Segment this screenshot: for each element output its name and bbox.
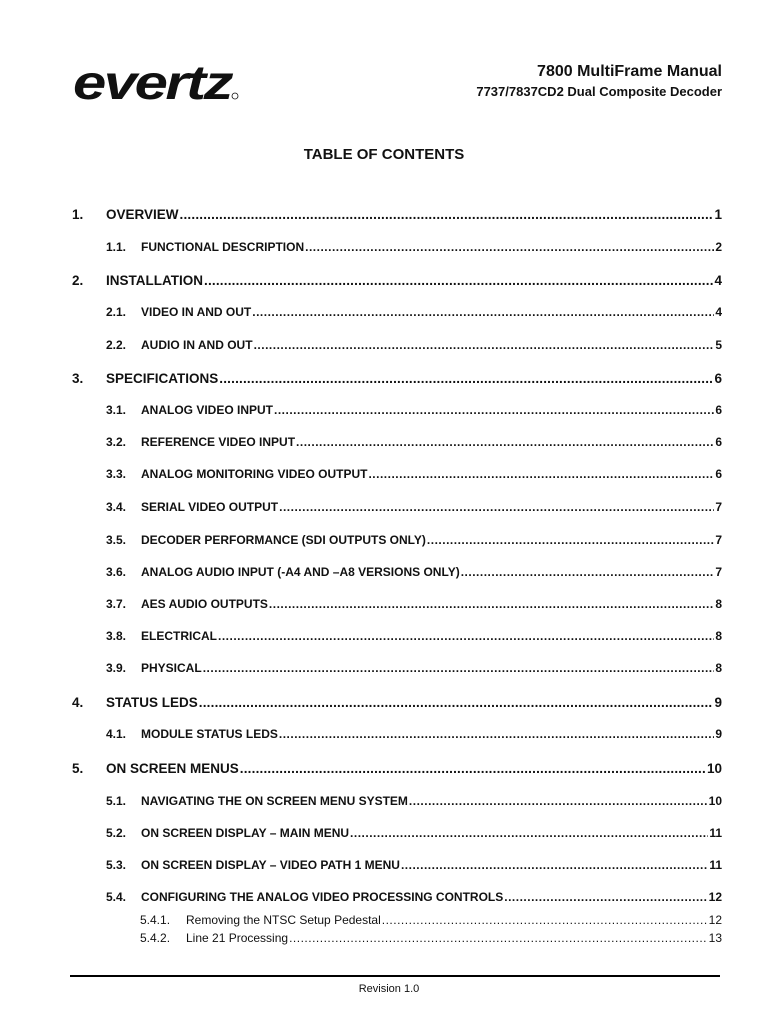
- toc-entry-page: 5: [715, 338, 722, 352]
- toc-dot-leader: [289, 931, 708, 945]
- evertz-logo: [72, 56, 242, 106]
- toc-entry[interactable]: [106, 305, 722, 319]
- toc-entry-title: OVERVIEW: [106, 207, 179, 222]
- toc-entry-page: 12: [708, 913, 722, 927]
- toc-entry[interactable]: [106, 826, 722, 840]
- manual-title: 7800 MultiFrame Manual: [537, 63, 722, 80]
- toc-dot-leader: [279, 500, 714, 514]
- toc-entry-title: NAVIGATING THE ON SCREEN MENU SYSTEM: [141, 794, 408, 808]
- toc-entry-page: 6: [714, 371, 722, 386]
- toc-dot-leader: [409, 794, 708, 808]
- toc-entry-title: CONFIGURING THE ANALOG VIDEO PROCESSING CONTROLS: [141, 890, 504, 904]
- toc-entry-title: ANALOG AUDIO INPUT (-A4 AND –A8 VERSIONS ONLY): [141, 565, 460, 579]
- toc-dot-leader: [279, 727, 714, 741]
- toc-entry[interactable]: [72, 273, 722, 288]
- toc-entry-title: AUDIO IN AND OUT: [141, 338, 253, 352]
- toc-entry-number: 2.: [72, 273, 84, 288]
- toc-entry-page: 1: [714, 207, 722, 222]
- toc-entry-number: 2.2.: [106, 338, 127, 352]
- toc-entry-number: 3.2.: [106, 435, 127, 449]
- toc-dot-leader: [296, 435, 714, 449]
- toc-entry-number: 3.4.: [106, 500, 127, 514]
- toc-entry-page: 2: [715, 240, 722, 254]
- toc-dot-leader: [219, 371, 713, 386]
- toc-entry-number: 5.: [72, 761, 84, 776]
- toc-dot-leader: [368, 467, 714, 481]
- toc-entry[interactable]: [72, 371, 722, 386]
- toc-dot-leader: [240, 761, 706, 776]
- toc-entry[interactable]: [106, 661, 722, 675]
- toc-entry-page: 10: [706, 761, 722, 776]
- toc-entry-number: 4.1.: [106, 727, 127, 741]
- toc-entry-number: 3.8.: [106, 629, 127, 643]
- toc-entry-page: 11: [709, 858, 722, 872]
- toc-entry[interactable]: [106, 565, 722, 579]
- toc-entry-title: STATUS LEDS: [106, 695, 198, 710]
- toc-entry-title: REFERENCE VIDEO INPUT: [141, 435, 296, 449]
- toc-entry[interactable]: [72, 761, 722, 776]
- footer-rule: [70, 975, 720, 977]
- toc-entry-page: 4: [715, 305, 722, 319]
- toc-entry-page: 4: [714, 273, 722, 288]
- toc-entry-page: 9: [715, 727, 722, 741]
- toc-entry[interactable]: [106, 629, 722, 643]
- toc-entry-page: 8: [715, 661, 722, 675]
- toc-entry-number: 4.: [72, 695, 84, 710]
- toc-entry-number: 3.6.: [106, 565, 127, 579]
- toc-entry-number: 3.5.: [106, 533, 127, 547]
- toc-entry-title: VIDEO IN AND OUT: [141, 305, 252, 319]
- toc-entry-page: 7: [715, 565, 722, 579]
- toc-dot-leader: [504, 890, 707, 904]
- toc-dot-leader: [252, 305, 714, 319]
- toc-entry-title: AES AUDIO OUTPUTS: [141, 597, 268, 611]
- toc-entry[interactable]: [140, 931, 722, 945]
- toc-entry[interactable]: [106, 597, 722, 611]
- toc-entry-title: Line 21 Processing: [186, 931, 289, 945]
- toc-entry[interactable]: [106, 533, 722, 547]
- toc-dot-leader: [204, 273, 713, 288]
- toc-entry-number: 5.3.: [106, 858, 127, 872]
- toc-entry-title: ELECTRICAL: [141, 629, 217, 643]
- toc-entry-title: INSTALLATION: [106, 273, 203, 288]
- toc-entry[interactable]: [106, 794, 722, 808]
- toc-entry-title: ON SCREEN DISPLAY – VIDEO PATH 1 MENU: [141, 858, 400, 872]
- toc-entry-page: 12: [708, 890, 722, 904]
- toc-entry[interactable]: [72, 695, 722, 710]
- toc-dot-leader: [269, 597, 714, 611]
- toc-entry-title: SPECIFICATIONS: [106, 371, 219, 386]
- toc-entry-title: PHYSICAL: [141, 661, 202, 675]
- toc-entry-page: 7: [715, 533, 722, 547]
- toc-entry-page: 10: [708, 794, 722, 808]
- toc-entry[interactable]: [106, 240, 722, 254]
- toc-entry[interactable]: [106, 500, 722, 514]
- toc-entry-page: 8: [715, 629, 722, 643]
- toc-entry-page: 6: [715, 435, 722, 449]
- toc-dot-leader: [382, 913, 708, 927]
- toc-entry-title: ON SCREEN DISPLAY – MAIN MENU: [141, 826, 350, 840]
- toc-entry-title: ON SCREEN MENUS: [106, 761, 239, 776]
- toc-entry-number: 5.4.1.: [140, 913, 171, 927]
- toc-entry[interactable]: [106, 890, 722, 904]
- toc-entry[interactable]: [140, 913, 722, 927]
- toc-entry-number: 5.4.2.: [140, 931, 171, 945]
- toc-entry[interactable]: [72, 207, 722, 222]
- toc-entry-title: ANALOG VIDEO INPUT: [141, 403, 274, 417]
- toc-entry-title: DECODER PERFORMANCE (SDI OUTPUTS ONLY): [141, 533, 426, 547]
- toc-entry-number: 5.1.: [106, 794, 127, 808]
- toc-entry[interactable]: [106, 727, 722, 741]
- toc-dot-leader: [305, 240, 714, 254]
- toc-entry[interactable]: [106, 858, 722, 872]
- toc-entry-title: ANALOG MONITORING VIDEO OUTPUT: [141, 467, 368, 481]
- toc-dot-leader: [254, 338, 715, 352]
- toc-entry[interactable]: [106, 403, 722, 417]
- toc-dot-leader: [274, 403, 714, 417]
- toc-entry-title: MODULE STATUS LEDS: [141, 727, 278, 741]
- toc-entry-number: 3.1.: [106, 403, 127, 417]
- toc-entry-number: 5.2.: [106, 826, 127, 840]
- toc-entry-number: 1.1.: [106, 240, 127, 254]
- toc-entry-page: 13: [708, 931, 722, 945]
- footer-revision: Revision 1.0: [358, 983, 420, 995]
- toc-entry-number: 3.: [72, 371, 84, 386]
- toc-entry[interactable]: [106, 435, 722, 449]
- toc-entry-number: 3.7.: [106, 597, 127, 611]
- toc-dot-leader: [427, 533, 714, 547]
- toc-entry-page: 6: [715, 467, 722, 481]
- toc-entry-page: 7: [715, 500, 722, 514]
- toc-entry-page: 9: [714, 695, 722, 710]
- toc-entry-number: 2.1.: [106, 305, 127, 319]
- toc-dot-leader: [218, 629, 714, 643]
- product-subtitle: 7737/7837CD2 Dual Composite Decoder: [476, 84, 722, 99]
- toc-entry[interactable]: [106, 338, 722, 352]
- toc-entry-title: Removing the NTSC Setup Pedestal: [186, 913, 381, 927]
- toc-dot-leader: [180, 207, 714, 222]
- toc-entry[interactable]: [106, 467, 722, 481]
- svg-text:evertz: evertz: [73, 57, 234, 106]
- toc-heading: TABLE OF CONTENTS: [303, 146, 465, 163]
- toc-entry-number: 5.4.: [106, 890, 127, 904]
- toc-dot-leader: [203, 661, 715, 675]
- toc-entry-number: 3.3.: [106, 467, 127, 481]
- toc-entry-number: 1.: [72, 207, 84, 222]
- toc-dot-leader: [350, 826, 708, 840]
- toc-entry-page: 6: [715, 403, 722, 417]
- toc-entry-title: SERIAL VIDEO OUTPUT: [141, 500, 279, 514]
- toc-entry-number: 3.9.: [106, 661, 127, 675]
- toc-dot-leader: [401, 858, 708, 872]
- toc-dot-leader: [199, 695, 714, 710]
- toc-entry-title: FUNCTIONAL DESCRIPTION: [141, 240, 305, 254]
- toc-entry-page: 8: [715, 597, 722, 611]
- toc-dot-leader: [461, 565, 715, 579]
- toc-entry-page: 11: [709, 826, 722, 840]
